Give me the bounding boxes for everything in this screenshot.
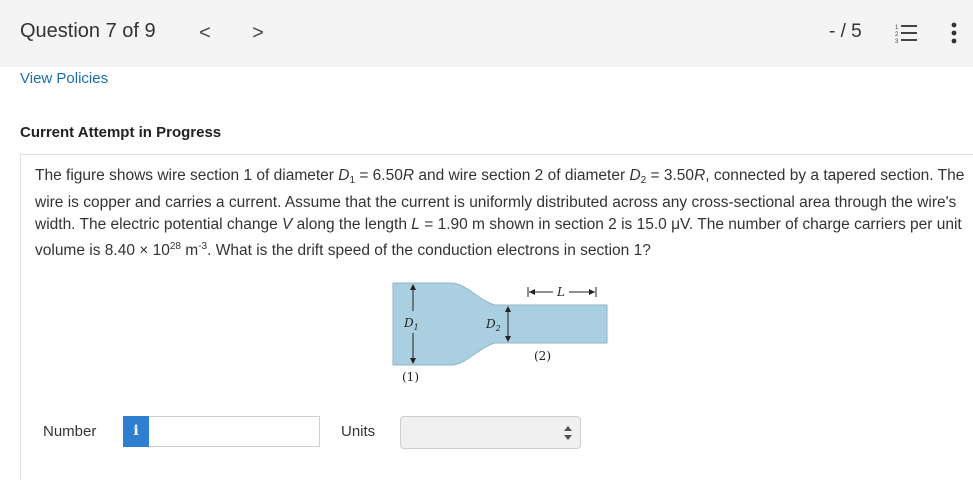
list-icon[interactable] xyxy=(895,23,917,43)
units-label: Units xyxy=(341,423,376,440)
question-header xyxy=(0,0,973,67)
length-label: L xyxy=(557,285,565,299)
svg-text:2: 2 xyxy=(895,32,899,38)
svg-text:1: 1 xyxy=(895,25,899,31)
info-icon[interactable]: i xyxy=(123,416,149,447)
question-counter: Question 7 of 9 xyxy=(20,20,156,42)
previous-question-button[interactable]: < xyxy=(199,22,211,44)
d1-label: $D_1$ xyxy=(404,316,419,332)
section-2-label: (2) xyxy=(534,349,551,363)
number-label: Number xyxy=(43,423,97,440)
question-text: The figure shows wire section 1 of diameter $D_1 = 6.50R$ and wire section 2 of diameter $D_2 = 3.50R$, connected by a tapered section. The wire is copper and carries a current. Assume that the current is uniformly distributed across any cross-sectional area through the wire's width. The electric potential change V along the length L = 1.90 m shown in section 2 is 15.0 μV. The number of charge carriers per unit volume is $8.40 \times 10^{28}$ $m^{-3}$. What is the drift speed of the conduction electrons in section 1? xyxy=(35,167,965,259)
units-select[interactable] xyxy=(400,416,581,449)
svg-text:3: 3 xyxy=(895,39,899,43)
section-1-label: (1) xyxy=(402,370,419,384)
next-question-button[interactable]: > xyxy=(252,22,264,44)
score-display: - / 5 xyxy=(829,21,862,42)
more-vertical-icon[interactable] xyxy=(944,22,964,44)
attempt-status-heading: Current Attempt in Progress xyxy=(20,124,222,141)
question-panel xyxy=(20,154,973,480)
d2-label: $D_2$ xyxy=(486,317,501,333)
view-policies-link[interactable]: View Policies xyxy=(20,70,109,87)
select-arrows-icon xyxy=(564,426,572,440)
number-input[interactable] xyxy=(149,416,320,447)
wire-diagram xyxy=(391,281,621,391)
